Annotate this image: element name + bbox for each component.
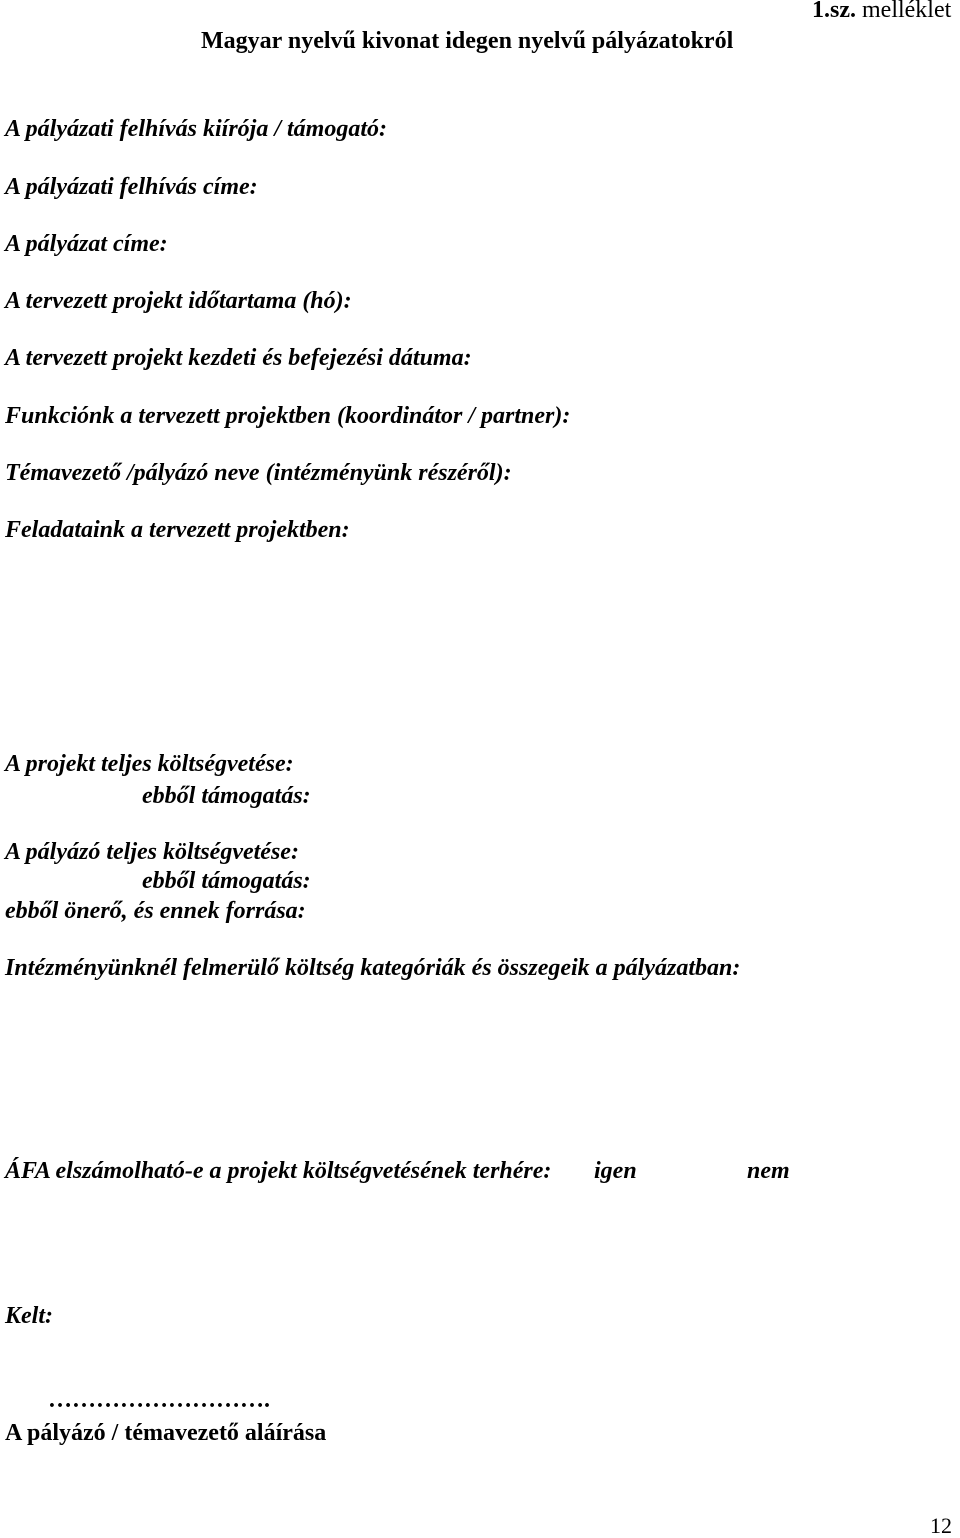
annex-label <box>812 0 951 22</box>
field-cost-categories: Intézményünknél felmerülő költség kategóriák és összegeik a pályázatban: <box>5 955 741 981</box>
page-number: 12 <box>930 1513 952 1538</box>
field-dates: A tervezett projekt kezdeti és befejezési dátuma: <box>5 345 472 371</box>
field-date-label: Kelt: <box>5 1303 53 1329</box>
field-application-title: A pályázat címe: <box>5 231 168 257</box>
field-own-contribution: ebből önerő, és ennek forrása: <box>5 898 306 924</box>
vat-option-yes: igen <box>594 1158 637 1184</box>
vat-option-no: nem <box>747 1158 790 1184</box>
field-duration: A tervezett projekt időtartama (hó): <box>5 288 352 314</box>
field-applicant-grant: ebből támogatás: <box>142 868 311 894</box>
field-vat-question: ÁFA elszámolható-e a projekt költségvetésének terhére: <box>5 1158 552 1184</box>
signature-label: A pályázó / témavezető aláírása <box>5 1420 327 1446</box>
field-role: Funkciónk a tervezett projektben (koordinátor / partner): <box>5 403 571 429</box>
annex-number: 1.sz. <box>812 0 856 23</box>
annex-word: melléklet <box>862 0 952 23</box>
field-project-total-budget: A projekt teljes költségvetése: <box>5 751 294 777</box>
signature-line: ………………………. <box>48 1387 270 1413</box>
document-title: Magyar nyelvű kivonat idegen nyelvű pályázatokról <box>201 28 734 54</box>
field-applicant-total-budget: A pályázó teljes költségvetése: <box>5 839 299 865</box>
field-issuer: A pályázati felhívás kiírója / támogató: <box>5 116 388 142</box>
field-project-grant: ebből támogatás: <box>142 783 311 809</box>
field-call-title: A pályázati felhívás címe: <box>5 174 258 200</box>
field-leader: Témavezető /pályázó neve (intézményünk részéről): <box>5 460 512 486</box>
field-tasks: Feladataink a tervezett projektben: <box>5 517 350 543</box>
